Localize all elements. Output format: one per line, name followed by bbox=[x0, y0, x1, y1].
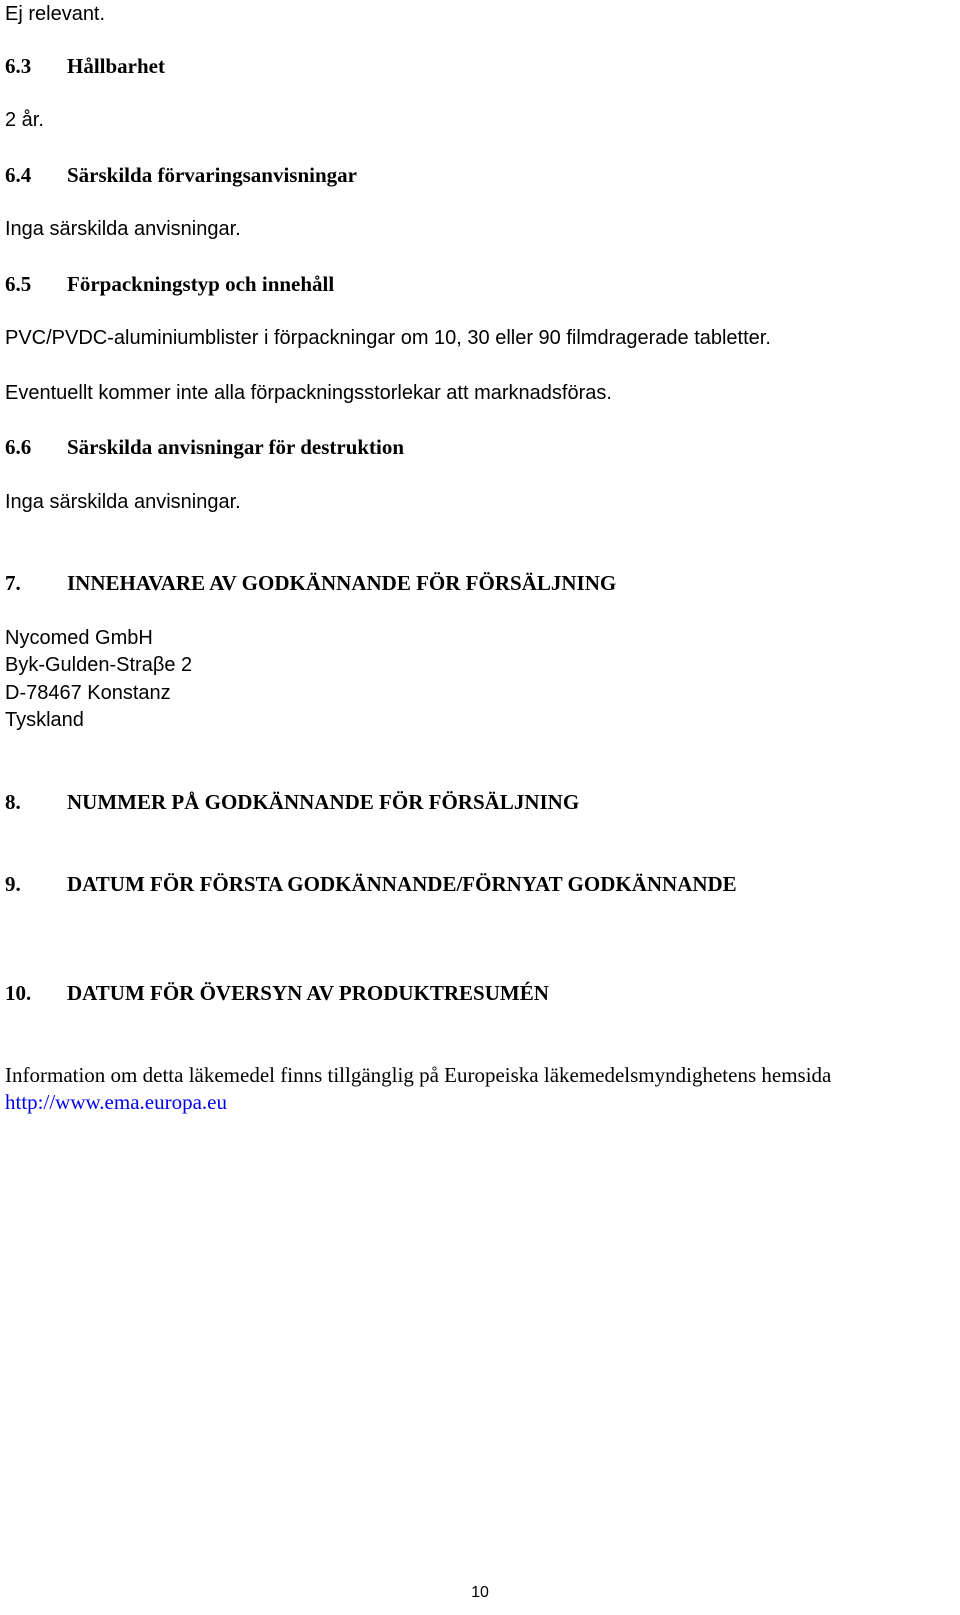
section-number: 9. bbox=[5, 872, 21, 896]
section-number: 6.6 bbox=[5, 435, 32, 459]
heading-6-3 bbox=[5, 54, 165, 78]
section-title: Förpackningstyp och innehåll bbox=[67, 272, 335, 296]
section-title: DATUM FÖR FÖRSTA GODKÄNNANDE/FÖRNYAT GODKÄNNANDE bbox=[67, 872, 737, 896]
holder-city: D-78467 Konstanz bbox=[5, 682, 171, 704]
section-title: Särskilda anvisningar för destruktion bbox=[67, 435, 405, 459]
text-ej-relevant: Ej relevant. bbox=[5, 3, 106, 25]
section-title: Särskilda förvaringsanvisningar bbox=[67, 163, 357, 187]
heading-9 bbox=[5, 872, 737, 896]
section-number: 7. bbox=[5, 571, 21, 595]
heading-6-6 bbox=[5, 435, 404, 459]
holder-country: Tyskland bbox=[5, 709, 84, 731]
section-title: INNEHAVARE AV GODKÄNNANDE FÖR FÖRSÄLJNING bbox=[67, 571, 617, 595]
holder-name: Nycomed GmbH bbox=[5, 627, 153, 649]
heading-7 bbox=[5, 571, 616, 595]
text-destruction: Inga särskilda anvisningar. bbox=[5, 491, 241, 513]
text-packaging: PVC/PVDC-aluminiumblister i förpackningar om 10, 30 eller 90 filmdragerade tabletter. bbox=[5, 327, 771, 349]
heading-8 bbox=[5, 790, 579, 814]
section-number: 6.4 bbox=[5, 163, 32, 187]
section-number: 8. bbox=[5, 790, 21, 814]
section-number: 10. bbox=[5, 981, 32, 1005]
text-packaging-note: Eventuellt kommer inte alla förpackningsstorlekar att marknadsföras. bbox=[5, 382, 612, 404]
text-storage: Inga särskilda anvisningar. bbox=[5, 218, 241, 240]
holder-street: Byk-Gulden-Straβe 2 bbox=[5, 654, 193, 676]
ema-link[interactable]: http://www.ema.europa.eu bbox=[5, 1090, 227, 1114]
info-text: Information om detta läkemedel finns tillgänglig på Europeiska läkemedelsmyndighetens hemsida bbox=[5, 1063, 832, 1087]
section-title: DATUM FÖR ÖVERSYN AV PRODUKTRESUMÉN bbox=[67, 981, 549, 1005]
section-number: 6.5 bbox=[5, 272, 32, 296]
text-shelf-life: 2 år. bbox=[5, 109, 44, 131]
section-title: NUMMER PÅ GODKÄNNANDE FÖR FÖRSÄLJNING bbox=[67, 790, 580, 814]
heading-6-4 bbox=[5, 163, 357, 187]
section-number: 6.3 bbox=[5, 54, 32, 78]
heading-10 bbox=[5, 981, 549, 1005]
page-number: 10 bbox=[471, 1584, 489, 1601]
ema-link-container bbox=[5, 1090, 227, 1114]
heading-6-5 bbox=[5, 272, 334, 296]
section-title: Hållbarhet bbox=[67, 54, 165, 78]
